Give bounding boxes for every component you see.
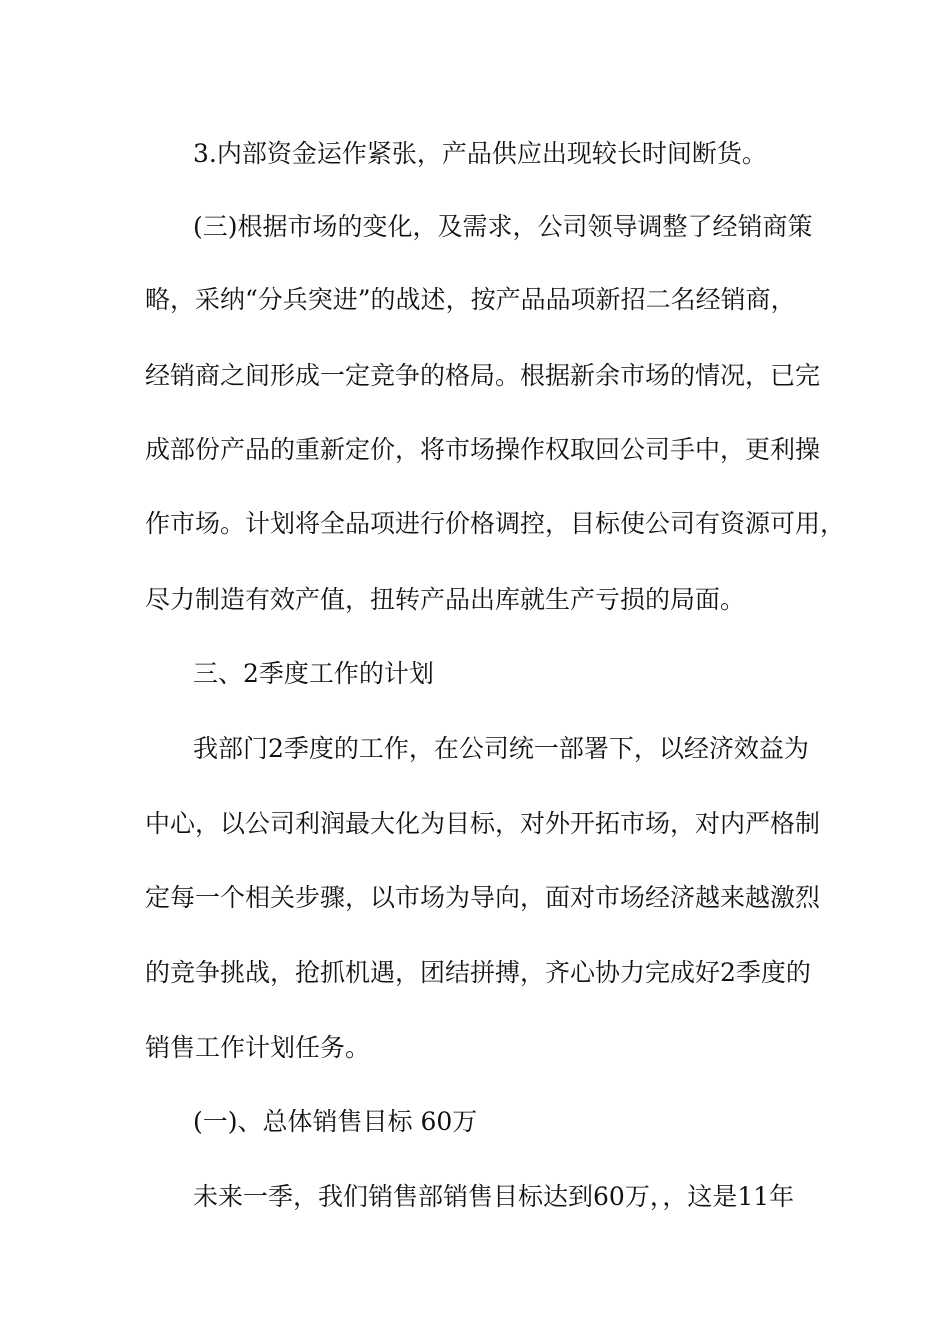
paragraph-line-7: 尽力制造有效产值，扭转产品出库就生产亏损的局面。 (145, 585, 746, 614)
paragraph-line-15: 未来一季，我们销售部销售目标达到60万，，这是11年 (193, 1182, 795, 1211)
paragraph-line-6: 作市场。计划将全品项进行价格调控，目标使公司有资源可用， (145, 509, 846, 538)
paragraph-line-12: 的竞争挑战，抢抓机遇，团结拼搏，齐心协力完成好2季度的 (145, 958, 811, 987)
paragraph-line-9: 我部门2季度的工作，在公司统一部署下，以经济效益为 (193, 734, 809, 763)
subheading-sales-target: (一)、总体销售目标 60万 (193, 1107, 478, 1136)
paragraph-line-3: 略，采纳“分兵突进”的战述，按产品品项新招二名经销商， (145, 285, 796, 314)
paragraph-line-4: 经销商之间形成一定竞争的格局。根据新余市场的情况，已完 (145, 361, 821, 390)
paragraph-line-13: 销售工作计划任务。 (145, 1033, 371, 1062)
paragraph-line-11: 定每一个相关步骤，以市场为导向，面对市场经济越来越激烈 (145, 883, 821, 912)
paragraph-line-1: 3.内部资金运作紧张，产品供应出现较长时间断货。 (193, 139, 767, 168)
paragraph-line-5: 成部份产品的重新定价，将市场操作权取回公司手中，更利操 (145, 435, 821, 464)
section-heading-q2-plan: 三、2季度工作的计划 (193, 659, 434, 688)
paragraph-line-2: (三)根据市场的变化，及需求，公司领导调整了经销商策 (193, 212, 813, 241)
paragraph-line-10: 中心，以公司利润最大化为目标，对外开拓市场，对内严格制 (145, 809, 821, 838)
